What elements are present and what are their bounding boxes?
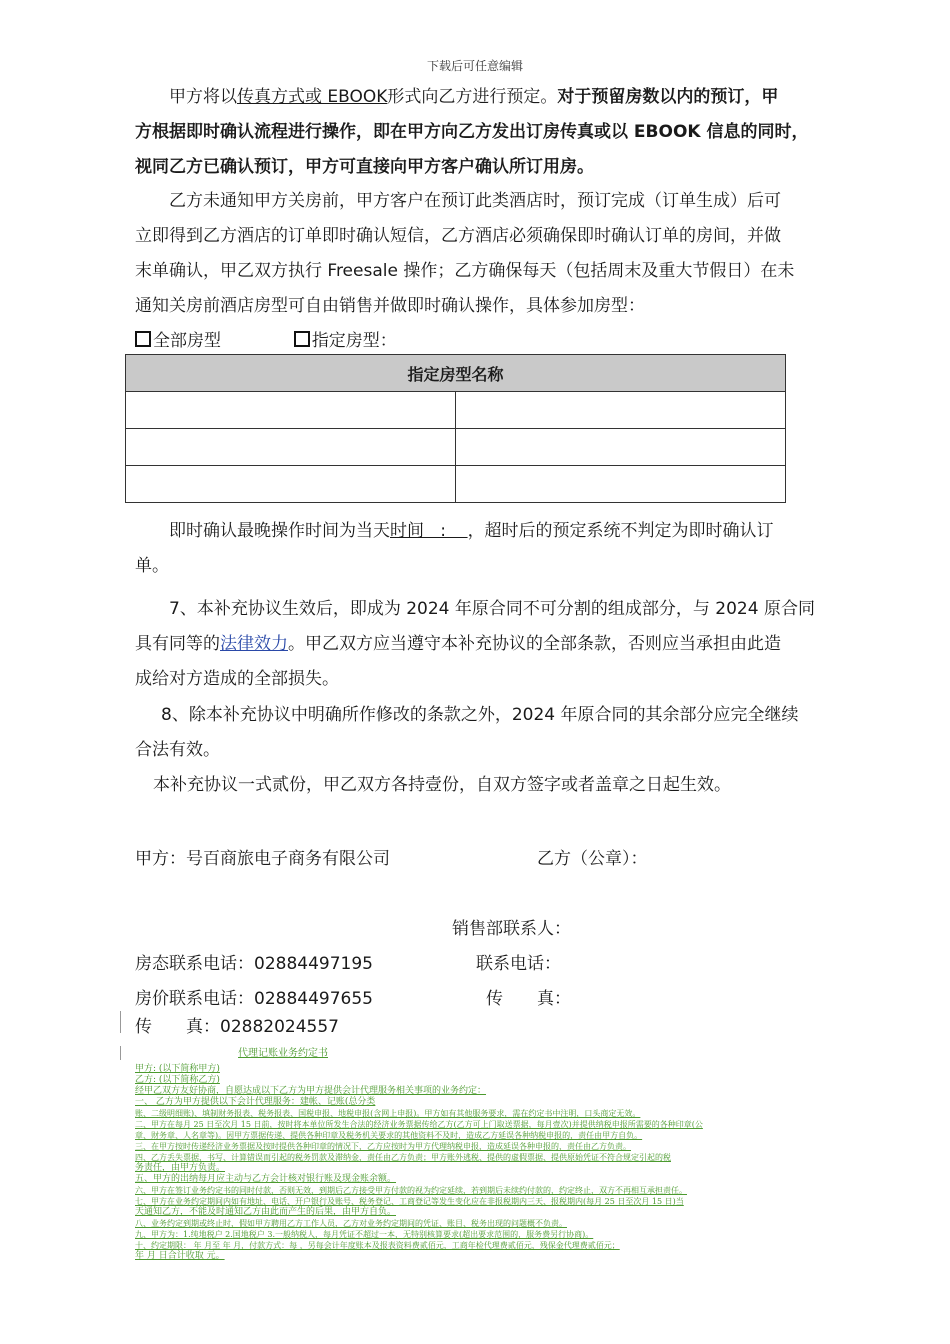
appendix-line: 五、甲方的出纳每月应主动与乙方会计核对银行账及现金账余额。 (135, 1174, 397, 1184)
booking-method-underlined: 传真方式或 EBOOK (237, 87, 388, 107)
paragraph-copies: 本补充协议一式贰份，甲乙双方各持壹份，自双方签字或者盖章之日起生效。 (153, 775, 731, 795)
table-header: 指定房型名称 (126, 355, 786, 392)
paragraph-clause-7: 7、本补充协议生效后，即成为 2024 年原合同不可分割的组成部分，与 2024 原合同 具有同等的法律效力。甲乙双方应当遵守本补充协议的全部条款，否则应当承担由此造 成给对方造成的全部损失。 (135, 599, 815, 689)
table-row (126, 429, 786, 466)
appendix-line: 甲方: (以下简称甲方) (135, 1064, 220, 1074)
appendix-line: 三、在甲方按时传递经济业务票据及按时提供各种印章的情况下，乙方应按时为甲方代理纳税申报，造成延误各种申报的，责任由乙方负责。 (135, 1142, 631, 1151)
appendix-line: 十、约定期限： 年 月至 年 月，付款方式：每 ，另每会计年度账本及报表资料费贰佰元，工商年检代理费贰佰元，残保金代理费贰佰元； (135, 1241, 620, 1250)
appendix-line: 乙方: (以下简称乙方) (135, 1075, 220, 1085)
appendix-line: 二、甲方在每月 25 日至次月 15 日前，按时将本单位所发生合法的经济业务票据传给乙方(乙方可上门取送票据，每月壹次)并提供纳税申报所需要的各种印章(公 (135, 1120, 703, 1129)
table-cell[interactable] (126, 466, 456, 503)
paragraph-booking-method: 甲方将以传真方式或 EBOOK形式向乙方进行预定。对于预留房数以内的预订，甲 方根据即时确认流程进行操作，即在甲方向乙方发出订房传真或以 EBOOK 信息的同时， 视同乙方已确认预订，甲方可直接向甲方客户确认所订用房。 (135, 87, 809, 177)
room-status-phone: 房态联系电话：02884497195 (135, 954, 373, 974)
appendix-line: 一、 乙方为甲方提供以下会计代理服务：建帐、记账(总分类 (135, 1097, 376, 1107)
party-a-name: 甲方：号百商旅电子商务有限公司 (135, 849, 390, 869)
header-note: 下载后可任意编辑 (426, 59, 523, 73)
fax-party-a: 传 真：02882024557 (135, 1017, 339, 1037)
time-blank[interactable]: : (424, 521, 468, 541)
specified-room-types-label: 指定房型： (311, 331, 397, 351)
all-room-types-checkbox[interactable] (135, 331, 151, 347)
legal-effect-link[interactable]: 法律效力 (220, 634, 288, 654)
margin-bar (120, 1046, 121, 1060)
appendix-line: 七、甲方在业务约定期间内如有地址、电话、开户银行及账号、税务登记、工商登记等发生变化应在非报税期内三天、报税期内(每月 25 日至次月 15 日)当 (135, 1197, 684, 1206)
paragraph-instant-confirm: 乙方未通知甲方关房前，甲方客户在预订此类酒店时，预订完成（订单生成）后可 立即得到乙方酒店的订单即时确认短信，乙方酒店必须确保即时确认订单的房间，并做 末单确认，甲乙双方执行 Freesale 操作；乙方确保每天（包括周末及重大节假日）在未 通知关房前酒店房型可自由销售并做即时确认操作，具体参加房型： (135, 191, 795, 316)
appendix-line: 务责任，由甲方负责。 (135, 1163, 226, 1173)
all-room-types-label: 全部房型 (153, 331, 221, 351)
sales-contact: 销售部联系人： (452, 919, 571, 939)
specified-room-types-checkbox[interactable] (294, 331, 310, 347)
table-row (126, 392, 786, 429)
appendix-body (135, 1064, 880, 1262)
specified-room-types-table (125, 354, 786, 503)
margin-bar (120, 1011, 121, 1033)
contact-phone: 联系电话： (476, 954, 561, 974)
table-cell[interactable] (456, 392, 786, 429)
table-cell[interactable] (456, 466, 786, 503)
appendix-line: 六、甲方在签订业务约定书的同时付款，否则无效，到期后乙方接受甲方付款的视为约定延续，若到期后未续约付款的，约定终止，双方不再相互承担责任。 (135, 1186, 687, 1195)
appendix-line: 八、业务约定到期或终止时，假如甲方聘用乙方工作人员，乙方对业务约定期间的凭证、账目、税务出现的问题概不负责。 (135, 1219, 567, 1228)
table-cell[interactable] (126, 429, 456, 466)
paragraph-clause-8: 8、除本补充协议中明确所作修改的条款之外，2024 年原合同的其余部分应完全继续 合法有效。 (135, 705, 799, 760)
table-row (126, 466, 786, 503)
fax-party-b: 传 真： (486, 989, 571, 1009)
appendix-line: 章、财务章、人名章等)。因甲方票据传递、提供各种印章及税务机关要求的其他资料不及时，造成乙方延误各种纳税申报的，责任由甲方自负。 (135, 1131, 643, 1140)
appendix-line: 经甲乙双方友好协商，自愿达成以下乙方为甲方提供会计代理服务相关事项的业务约定： (135, 1086, 487, 1096)
paragraph-latest-time: 即时确认最晚操作时间为当天时间 : ，超时后的预定系统不判定为即时确认订 单。 (135, 521, 774, 576)
table-cell[interactable] (456, 429, 786, 466)
room-price-phone: 房价联系电话：02884497655 (135, 989, 373, 1009)
appendix-line: 天通知乙方，不能及时通知乙方由此而产生的后果，由甲方自负。 (135, 1207, 397, 1217)
appendix-line: 四、乙方丢失票据，书写、计算错误而引起的税务罚款及滞纳金，责任由乙方负责；甲方账外逃税、提供的虚假票据、提供原始凭证不符合规定引起的税 (135, 1153, 671, 1162)
table-cell[interactable] (126, 392, 456, 429)
appendix-line: 账、二级明细账)、填制财务报表、税务报表、国税申报、地税申报(含网上申报)。甲方如有其他服务要求，需在约定书中注明，口头商定无效。 (135, 1109, 641, 1118)
appendix-line: 九、甲方为：1.纯地税户 2.国地税户 3.一般纳税人，每月凭证不超过一本，无特别核算要求(超出要求范围的，服务费另行协商)。 (135, 1230, 594, 1239)
appendix-title: 代理记账业务约定书 (238, 1048, 328, 1059)
appendix-line: 年 月 日合计收取 元。 (135, 1251, 225, 1261)
party-b-seal: 乙方（公章）： (537, 849, 648, 869)
